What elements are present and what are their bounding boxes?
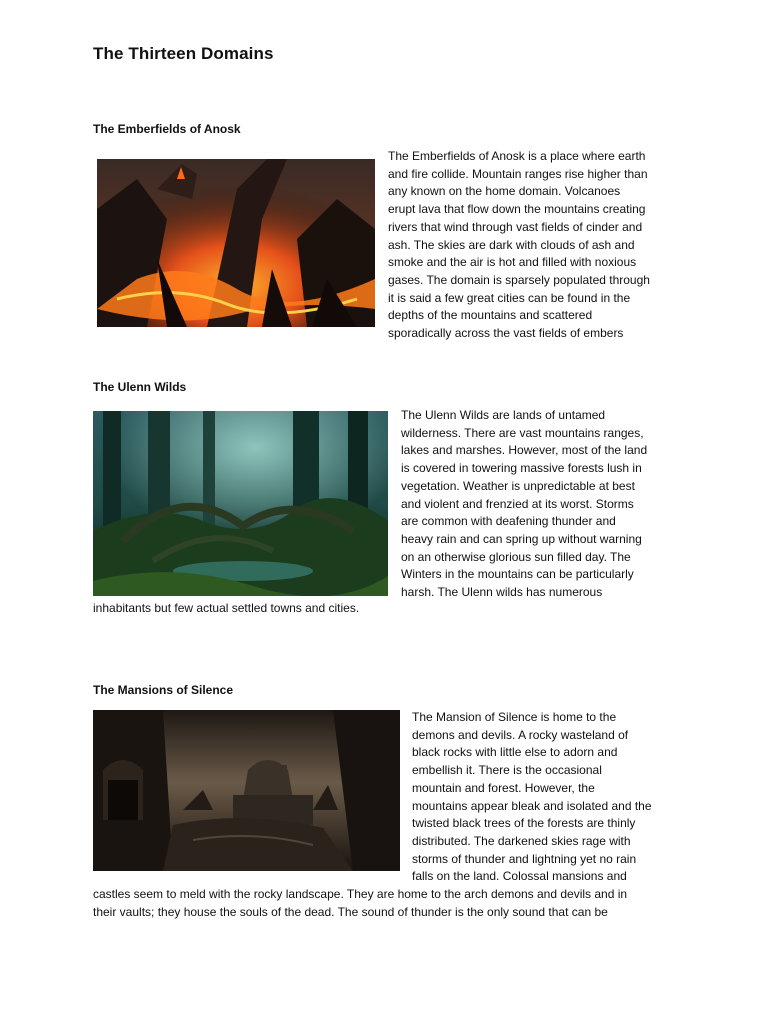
text-line: and violent and frenzied at its worst. Storms <box>401 496 634 511</box>
text-line: distributed. The darkened skies rage with <box>412 833 631 848</box>
ulenn-wilds-forest-image <box>93 411 388 596</box>
emberfields-description <box>388 148 650 343</box>
text-line: smoke and the air is hot and filled with noxious <box>388 255 637 270</box>
text-line: on an otherwise glorious sun filled day. The <box>401 549 631 564</box>
text-line: heavy rain and can spring up without warning <box>401 531 642 546</box>
text-line: The Emberfields of Anosk is a place where earth <box>388 149 646 163</box>
mansions-of-silence-description <box>412 709 652 886</box>
text-line: vegetation. Weather is unpredictable at best <box>401 478 635 493</box>
section-heading-emberfields: The Emberfields of Anosk <box>93 122 241 136</box>
text-line: depths of the mountains and scattered <box>388 308 593 323</box>
text-line: inhabitants but few actual settled towns and cities. <box>93 601 360 615</box>
text-line: it is said a few great cities can be found in the <box>388 290 631 305</box>
text-line: their vaults; they house the souls of the dead. The sound of thunder is the only sound that can be <box>93 904 608 919</box>
document-title: The Thirteen Domains <box>93 44 274 63</box>
ulenn-wilds-continuation <box>93 600 693 618</box>
ulenn-wilds-description <box>401 407 647 602</box>
text-line: storms of thunder and lightning yet no rain <box>412 851 637 866</box>
text-line: rivers that wind through vast fields of cinder and <box>388 219 643 234</box>
text-line: erupt lava that flow down the mountains creating <box>388 202 646 217</box>
text-line: wilderness. There are vast mountains ranges, <box>401 425 644 440</box>
text-line: embellish it. There is the occasional <box>412 763 602 778</box>
text-line: The Ulenn Wilds are lands of untamed <box>401 408 606 422</box>
text-line: black rocks with little else to adorn and <box>412 745 618 760</box>
text-line: mountains appear bleak and isolated and the <box>412 798 652 813</box>
text-line: falls on the land. Colossal mansions and <box>412 869 627 884</box>
text-line: twisted black trees of the forests are thinly <box>412 816 636 831</box>
text-line: The Mansion of Silence is home to the <box>412 710 617 724</box>
text-line: mountain and forest. However, the <box>412 780 595 795</box>
text-line: castles seem to meld with the rocky landscape. They are home to the arch demons and devils and in <box>93 887 628 901</box>
text-line: harsh. The Ulenn wilds has numerous <box>401 585 603 600</box>
mansions-of-silence-continuation <box>93 886 693 921</box>
text-line: and fire collide. Mountain ranges rise higher than <box>388 166 648 181</box>
text-line: ash. The skies are dark with clouds of ash and <box>388 237 635 252</box>
text-line: is covered in towering massive forests lush in <box>401 461 642 476</box>
emberfields-volcano-image <box>97 159 375 327</box>
text-line: any known on the home domain. Volcanoes <box>388 184 621 199</box>
text-line: gases. The domain is sparsely populated through <box>388 272 650 287</box>
text-line: Winters in the mountains can be particularly <box>401 567 634 582</box>
text-line: are common with deafening thunder and <box>401 514 616 529</box>
section-heading-mansions-of-silence: The Mansions of Silence <box>93 683 234 697</box>
mansions-of-silence-ruins-image <box>93 710 400 871</box>
text-line: lakes and marshes. However, most of the land <box>401 443 648 458</box>
text-line: demons and devils. A rocky wasteland of <box>412 727 629 742</box>
section-heading-ulenn-wilds: The Ulenn Wilds <box>93 380 187 394</box>
text-line: sporadically across the vast fields of embers <box>388 326 624 341</box>
